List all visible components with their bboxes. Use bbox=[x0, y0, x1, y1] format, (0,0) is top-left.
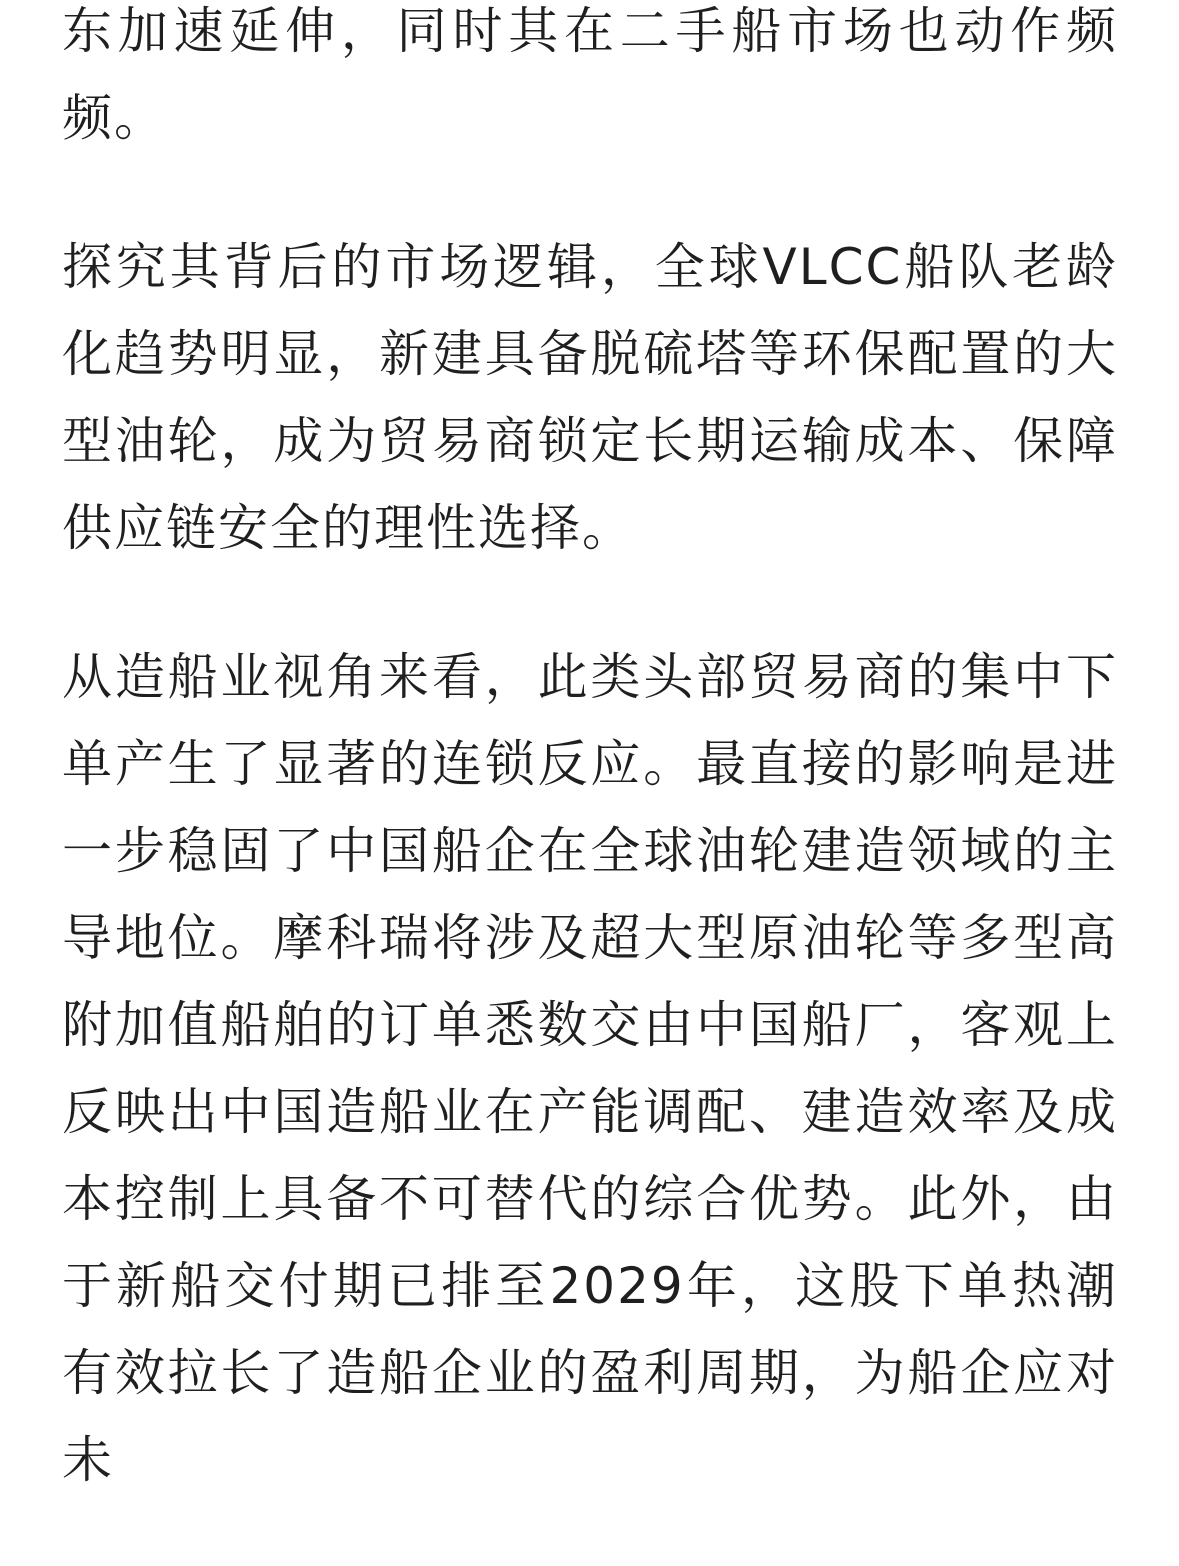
paragraph-1: 东加速延伸，同时其在二手船市场也动作频频。 bbox=[62, 2, 1118, 147]
paragraph-2: 探究其背后的市场逻辑，全球VLCC船队老龄化趋势明显，新建具备脱硫塔等环保配置的大型油轮，成为贸易商锁定长期运输成本、保障供应链安全的理性选择。 bbox=[62, 238, 1118, 557]
article-body bbox=[62, 0, 1118, 1566]
paragraph-3: 从造船业视角来看，此类头部贸易商的集中下单产生了显著的连锁反应。最直接的影响是进一步稳固了中国船企在全球油轮建造领域的主导地位。摩科瑞将涉及超大型原油轮等多型高附加值船舶的订单悉数交由中国船厂，客观上反映出中国造船业在产能调配、建造效率及成本控制上具备不可替代的综合优势。此外，由于新船交付期已排至2029年，这股下单热潮有效拉长了造船企业的盈利周期，为船企应对未 bbox=[62, 648, 1118, 1489]
